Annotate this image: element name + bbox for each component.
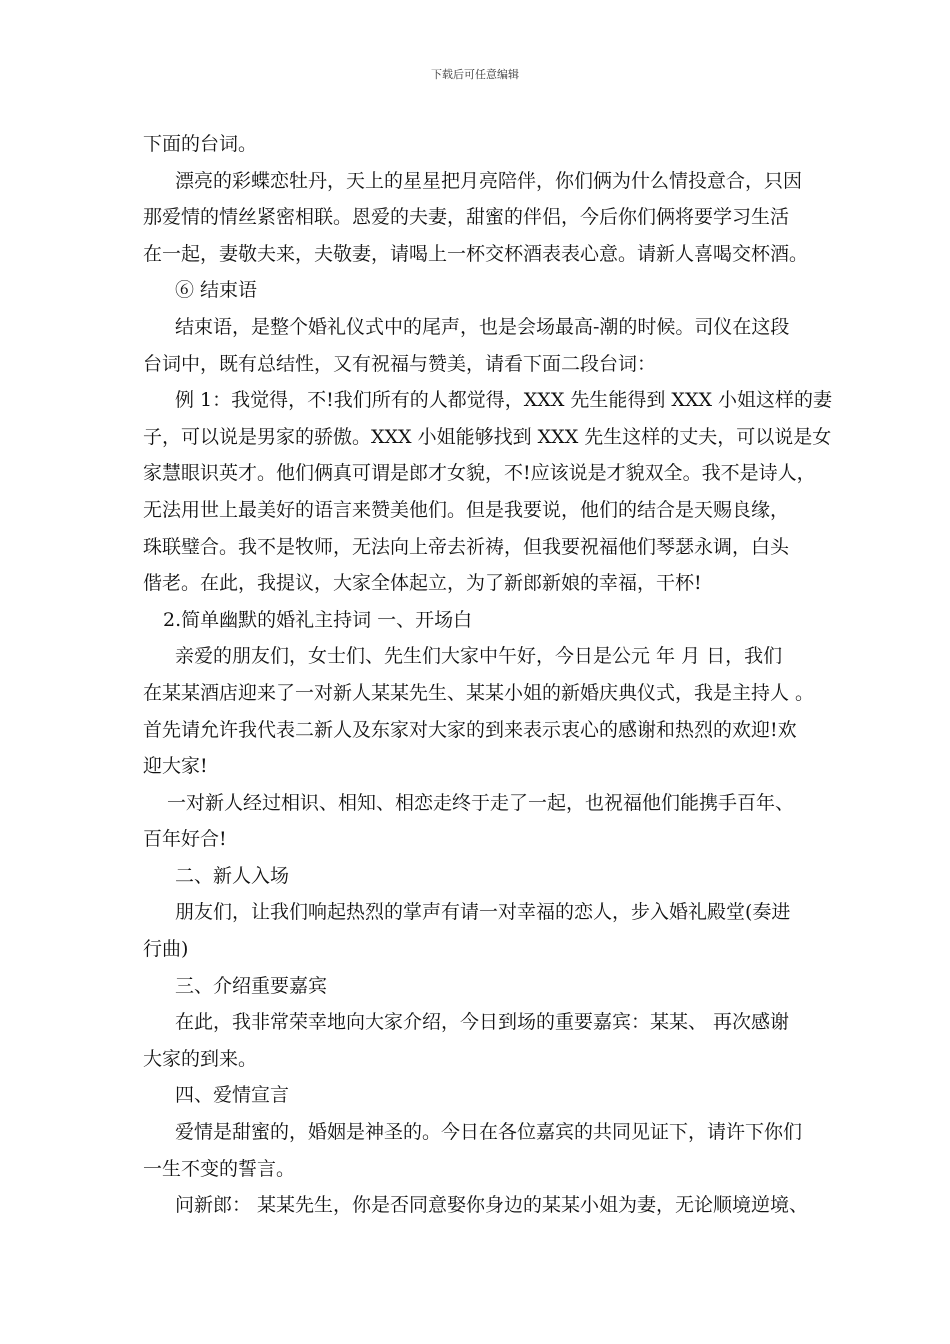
text-line: 那爱情的情丝紧密相联。恩爱的夫妻，甜蜜的伴侣，今后你们俩将要学习生活 (143, 206, 790, 229)
section-heading: 2.简单幽默的婚礼主持词 一、开场白 (163, 608, 473, 631)
section-heading: ⑥ 结束语 (175, 279, 258, 302)
text-line: 结束语，是整个婚礼仪式中的尾声，也是会场最高-潮的时候。司仪在这段 (175, 315, 790, 338)
text-line: 百年好合! (143, 828, 227, 851)
text-line: 爱情是甜蜜的，婚姻是神圣的。今日在各位嘉宾的共同见证下，请许下你们 (175, 1121, 803, 1144)
text-line: 大家的到来。 (143, 1047, 258, 1070)
text-line: 台词中，既有总结性，又有祝福与赞美，请看下面二段台词： (143, 352, 657, 375)
text-line: 例 1：我觉得，不!我们所有的人都觉得，XXX 先生能得到 XXX 小姐这样的妻 (175, 389, 833, 412)
text-line: 在此，我非常荣幸地向大家介绍，今日到场的重要嘉宾：某某、 再次感谢 (175, 1011, 790, 1034)
text-line: 朋友们，让我们响起热烈的掌声有请一对幸福的恋人，步入婚礼殿堂(奏进 (175, 901, 791, 924)
text-line: 珠联璧合。我不是牧师，无法向上帝去祈祷，但我要祝福他们琴瑟永调，白头 (143, 535, 790, 558)
section-heading: 四、爱情宣言 (175, 1084, 290, 1107)
text-line: 漂亮的彩蝶恋牡丹，天上的星星把月亮陪伴，你们俩为什么情投意合，只因 (175, 169, 803, 192)
section-heading: 三、介绍重要嘉宾 (175, 974, 328, 997)
text-line: 子，可以说是男家的骄傲。XXX 小姐能够找到 XXX 先生这样的丈夫，可以说是女 (143, 425, 832, 448)
text-line: 迎大家! (143, 755, 208, 778)
text-line: 一对新人经过相识、相知、相恋走终于走了一起，也祝福他们能携手百年、 (167, 791, 795, 814)
text-line: 亲爱的朋友们，女士们、先生们大家中午好，今日是公元 年 月 日，我们 (175, 645, 783, 668)
text-line: 行曲) (143, 938, 189, 961)
text-line: 问新郎： 某某先生，你是否同意娶你身边的某某小姐为妻，无论顺境逆境、 (175, 1194, 809, 1217)
page-header-note: 下载后可任意编辑 (431, 68, 519, 81)
document-body (143, 126, 833, 1224)
text-line: 下面的台词。 (143, 133, 258, 155)
text-line: 在某某酒店迎来了一对新人某某先生、某某小姐的新婚庆典仪式，我是主持人 。 (143, 681, 815, 704)
text-line: 无法用世上最美好的语言来赞美他们。但是我要说，他们的结合是天赐良缘， (143, 498, 790, 521)
text-line: 家慧眼识英才。他们俩真可谓是郎才女貌，不!应该说是才貌双全。我不是诗人， (143, 462, 816, 485)
text-line: 一生不变的誓言。 (143, 1157, 296, 1180)
text-line: 偕老。在此，我提议，大家全体起立，为了新郎新娘的幸福，干杯! (143, 572, 702, 595)
text-line: 在一起，妻敬夫来，夫敬妻，请喝上一杯交杯酒表表心意。请新人喜喝交杯酒。 (143, 242, 809, 265)
section-heading: 二、新人入场 (175, 864, 290, 887)
text-line: 首先请允许我代表二新人及东家对大家的到来表示衷心的感谢和热烈的欢迎!欢 (143, 718, 797, 741)
